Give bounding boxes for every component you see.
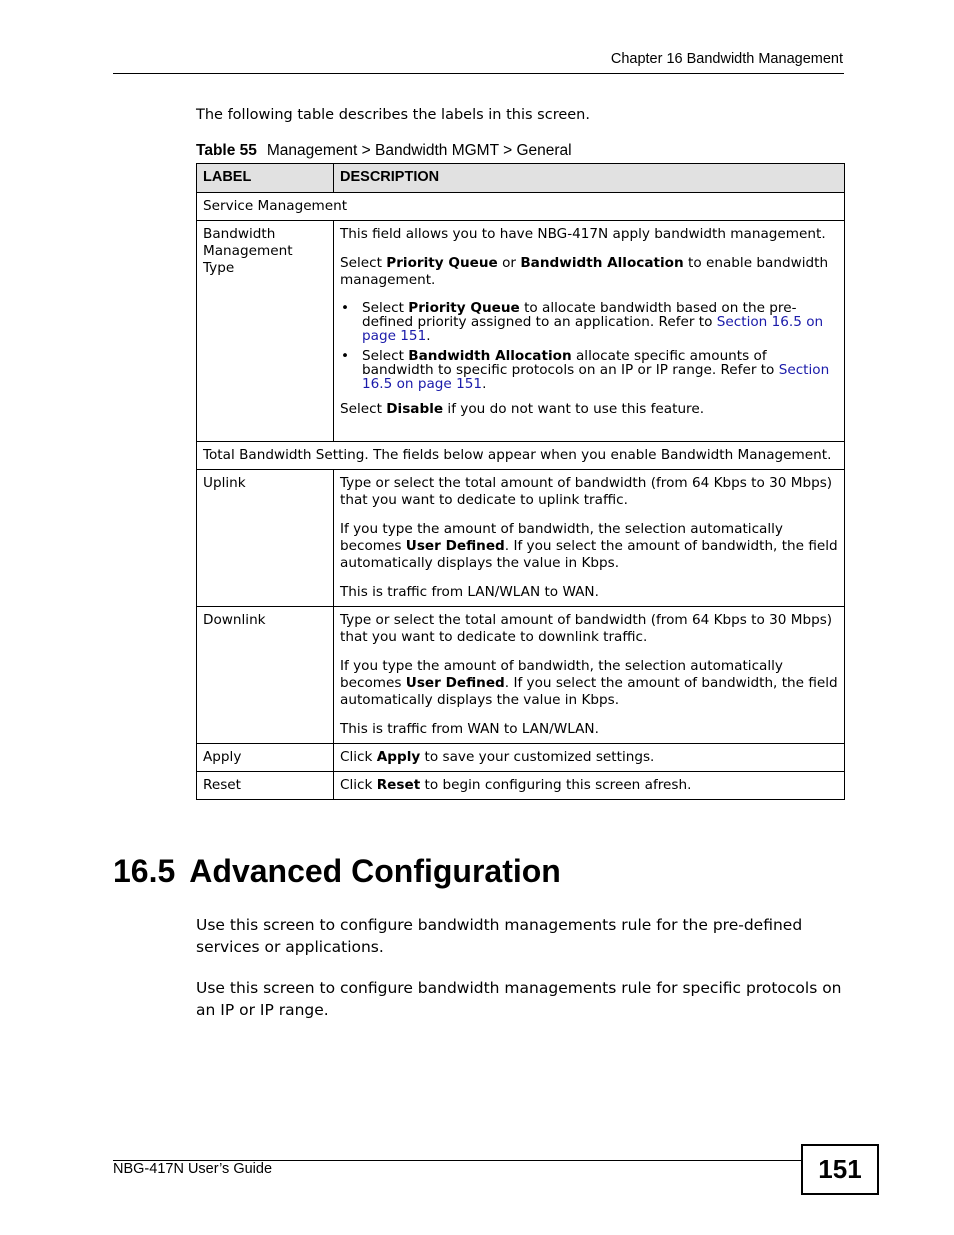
section-link[interactable]: Section 16.5 on page 151 <box>362 362 830 392</box>
description-paragraph <box>340 658 838 709</box>
text: or <box>497 255 521 271</box>
description-paragraph: This is traffic from WAN to LAN/WLAN. <box>340 721 599 737</box>
bold-term: Bandwidth Allocation <box>408 348 572 364</box>
bold-term: User Defined <box>405 538 505 554</box>
section-number: 16.5 <box>113 853 176 889</box>
row-label: Downlink <box>197 607 334 744</box>
bold-term: Priority Queue <box>408 300 520 316</box>
bold-term: Priority Queue <box>386 255 498 271</box>
row-label: Reset <box>197 772 334 800</box>
text: Select <box>340 255 387 271</box>
text: if you do not want to use this feature. <box>443 401 705 417</box>
row-description <box>334 221 845 442</box>
table-group-row <box>197 442 845 470</box>
text: to allocate bandwidth based on the pre-defined priority assigned to an application. Refer to <box>362 300 797 330</box>
description-paragraph: Type or select the total amount of bandwidth (from 64 Kbps to 30 Mbps) that you want to dedicate to downlink traffic. <box>340 612 833 645</box>
bold-term: Reset <box>376 777 421 793</box>
header-rule <box>113 73 844 74</box>
bullet-list <box>340 301 838 391</box>
footer-guide-title: NBG-417N User’s Guide <box>113 1161 273 1177</box>
text: to save your customized settings. <box>420 749 655 765</box>
table-caption-title: Management > Bandwidth MGMT > General <box>266 142 572 159</box>
table-row <box>197 470 845 607</box>
text: allocate specific amounts of bandwidth to specific protocols on an IP or IP range. Refer to <box>362 348 779 378</box>
description-paragraph: This field allows you to have NBG-417N apply bandwidth management. <box>340 226 826 242</box>
running-header: Chapter 16 Bandwidth Management <box>610 51 843 67</box>
text: Click <box>340 749 377 765</box>
table-caption-number: Table 55 <box>196 142 257 159</box>
row-label: Bandwidth Management Type <box>197 221 334 442</box>
page-number: 151 <box>801 1144 879 1195</box>
text: Select <box>340 401 387 417</box>
description-paragraph <box>340 255 838 289</box>
group-total-bandwidth: Total Bandwidth Setting. The fields below appear when you enable Bandwidth Management. <box>197 442 845 470</box>
section-paragraph: Use this screen to configure bandwidth managements rule for specific protocols on an IP or IP range. <box>196 979 842 1019</box>
text: . <box>482 376 487 392</box>
description-paragraph <box>340 521 838 572</box>
table-group-row <box>197 193 845 221</box>
description-paragraph <box>340 401 838 418</box>
text: Click <box>340 777 377 793</box>
section-link[interactable]: Section 16.5 on page 151 <box>362 314 824 344</box>
bullet-item <box>362 301 838 343</box>
table-caption <box>196 142 572 160</box>
bold-term: Bandwidth Allocation <box>520 255 684 271</box>
row-description <box>334 470 845 607</box>
row-description <box>334 772 845 800</box>
text: . If you select the amount of bandwidth, the field automatically displays the value in Kbps. <box>340 538 838 571</box>
table-row <box>197 221 845 442</box>
text: If you type the amount of bandwidth, the selection automatically becomes <box>340 658 783 691</box>
table-header-row <box>197 164 845 193</box>
bold-term: Apply <box>376 749 421 765</box>
description-paragraph: This is traffic from LAN/WLAN to WAN. <box>340 584 599 600</box>
bold-term: Disable <box>386 401 444 417</box>
bullet-item <box>362 349 838 391</box>
intro-text: The following table describes the labels in this screen. <box>196 107 590 123</box>
column-header-description: DESCRIPTION <box>334 164 845 193</box>
table-row <box>197 772 845 800</box>
text: to begin configuring this screen afresh. <box>420 777 692 793</box>
group-service-management: Service Management <box>197 193 845 221</box>
section-title: Advanced Configuration <box>189 853 561 889</box>
column-header-label: LABEL <box>197 164 334 193</box>
text: Select <box>362 300 409 316</box>
text: If you type the amount of bandwidth, the selection automatically becomes <box>340 521 783 554</box>
bold-term: User Defined <box>405 675 505 691</box>
label-description-table <box>196 163 845 800</box>
row-label: Uplink <box>197 470 334 607</box>
text: . <box>426 328 431 344</box>
description-paragraph: Type or select the total amount of bandwidth (from 64 Kbps to 30 Mbps) that you want to dedicate to uplink traffic. <box>340 475 833 508</box>
text: . If you select the amount of bandwidth, the field automatically displays the value in Kbps. <box>340 675 838 708</box>
text: to enable bandwidth management. <box>340 255 829 288</box>
row-description <box>334 607 845 744</box>
table-row <box>197 744 845 772</box>
table-row <box>197 607 845 744</box>
row-label: Apply <box>197 744 334 772</box>
section-heading <box>113 853 561 890</box>
section-paragraph: Use this screen to configure bandwidth managements rule for the pre-defined services or applications. <box>196 916 803 956</box>
row-description <box>334 744 845 772</box>
text: Select <box>362 348 409 364</box>
